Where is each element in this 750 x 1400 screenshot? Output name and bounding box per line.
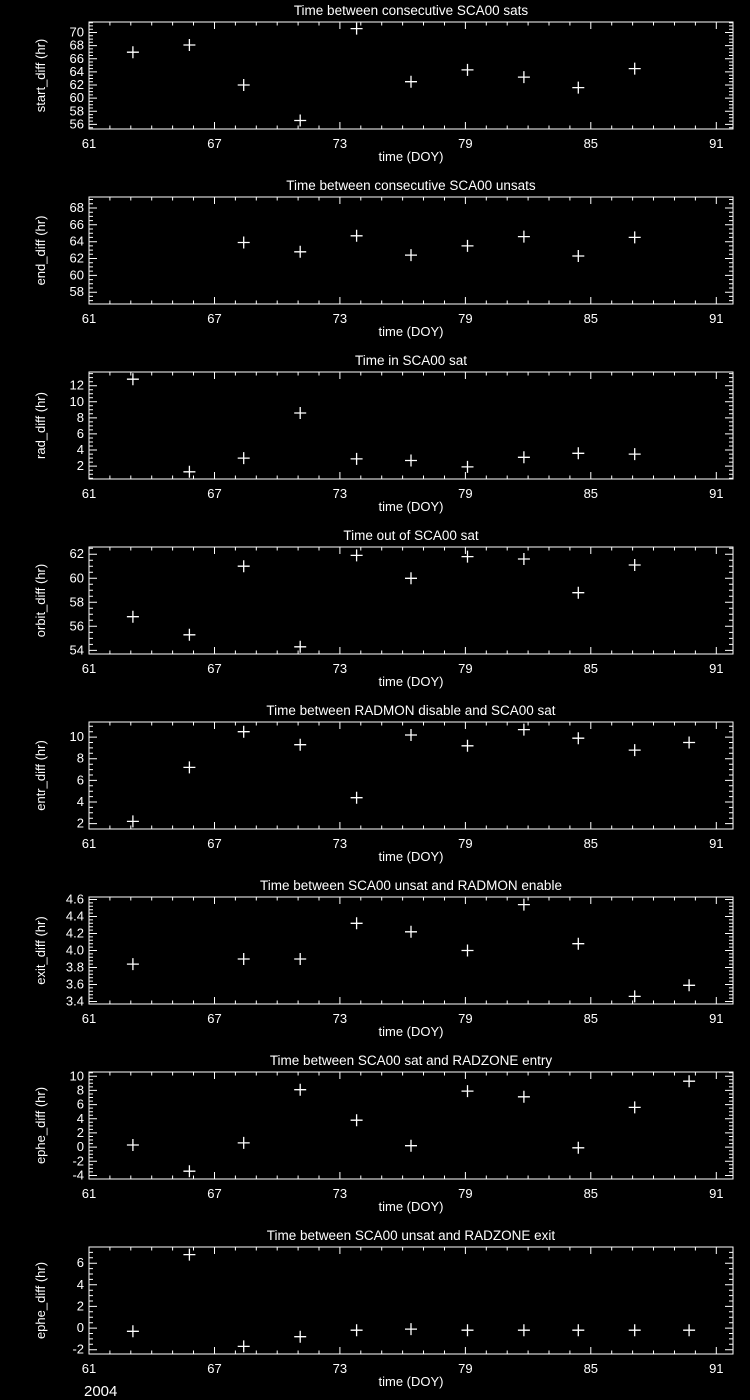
plot-title: Time between SCA00 unsat and RADMON enable (260, 878, 562, 893)
y-axis-label: ephe_diff (hr) (33, 1261, 48, 1340)
x-tick-label: 73 (332, 836, 348, 851)
y-tick-label: 4.6 (65, 891, 84, 907)
x-tick-label: 79 (458, 486, 473, 501)
y-tick-label: 2 (76, 815, 84, 831)
y-axis-label: exit_diff (hr) (33, 916, 48, 985)
y-tick-label: 62 (69, 77, 84, 92)
plot-5 (0, 875, 750, 1050)
y-axis-label: orbit_diff (hr) (33, 563, 48, 638)
x-tick-label: 67 (207, 1186, 222, 1201)
x-tick-label: 61 (81, 1361, 97, 1376)
y-tick-label: 58 (69, 103, 84, 119)
x-tick-label: 91 (709, 661, 724, 676)
plot-title: Time between consecutive SCA00 unsats (286, 178, 536, 193)
x-axis-label: time (DOY) (378, 1024, 444, 1039)
plot-title: Time between consecutive SCA00 sats (293, 3, 529, 18)
data-points (127, 1075, 695, 1177)
x-tick-label: 73 (332, 1361, 348, 1376)
x-tick-label: 67 (207, 1361, 222, 1376)
x-tick-label: 85 (583, 311, 599, 326)
x-tick-label: 67 (207, 1011, 222, 1026)
plot-frame (89, 897, 733, 1004)
x-tick-label: 85 (583, 486, 599, 501)
x-tick-label: 85 (583, 1186, 599, 1201)
axis-ticks (89, 1247, 733, 1354)
x-tick-label: 85 (583, 1011, 599, 1026)
plot-title: Time in SCA00 sat (354, 353, 468, 368)
y-tick-label: -4 (72, 1167, 84, 1183)
x-tick-label: 79 (458, 1361, 473, 1376)
y-tick-label: 4 (76, 794, 84, 809)
y-tick-label: 2 (76, 1298, 84, 1314)
y-tick-label: 64 (69, 233, 84, 249)
x-axis-label: time (DOY) (378, 1199, 444, 1214)
x-tick-label: 91 (709, 136, 724, 151)
year-label: 2004 (84, 1383, 118, 1400)
plot-title: Time between RADMON disable and SCA00 sat (266, 703, 556, 718)
x-tick-label: 73 (332, 1186, 348, 1201)
y-axis-label: start_diff (hr) (33, 38, 48, 113)
x-axis-label: time (DOY) (378, 324, 444, 339)
x-tick-label: 61 (81, 311, 97, 326)
y-tick-label: -2 (72, 1341, 84, 1357)
x-tick-label: 79 (458, 1186, 473, 1201)
data-points (127, 724, 695, 828)
x-tick-label: 73 (332, 1011, 348, 1026)
y-tick-label: 60 (69, 267, 84, 283)
y-tick-label: 58 (69, 594, 84, 610)
x-tick-label: 61 (81, 136, 97, 151)
plot-frame (89, 1247, 733, 1354)
y-tick-label: 3.8 (65, 959, 84, 975)
x-tick-label: 61 (81, 1186, 97, 1201)
y-tick-label: 6 (76, 1255, 84, 1271)
x-tick-label: 67 (207, 836, 222, 851)
x-tick-label: 67 (207, 136, 222, 151)
x-tick-label: 79 (458, 661, 473, 676)
data-points (127, 1249, 695, 1353)
plot-title: Time between SCA00 sat and RADZONE entry (269, 1053, 553, 1068)
y-tick-label: 4.2 (65, 925, 84, 941)
x-axis-label: time (DOY) (378, 674, 444, 689)
x-tick-label: 67 (207, 661, 222, 676)
y-tick-label: 10 (69, 1068, 84, 1084)
y-tick-label: 3.4 (65, 993, 84, 1009)
x-tick-label: 67 (207, 486, 222, 501)
plot-title: Time between SCA00 unsat and RADZONE exit (266, 1228, 556, 1243)
x-tick-label: 73 (332, 311, 348, 326)
y-tick-label: 4 (76, 1276, 84, 1292)
x-tick-label: 91 (709, 1186, 724, 1201)
y-tick-label: 70 (69, 24, 84, 40)
x-tick-label: 85 (583, 836, 599, 851)
y-axis-label: end_diff (hr) (33, 215, 48, 286)
x-axis-label: time (DOY) (378, 849, 444, 864)
x-tick-label: 79 (458, 1011, 473, 1026)
y-axis-label: rad_diff (hr) (33, 392, 48, 459)
x-tick-label: 73 (332, 136, 348, 151)
x-tick-label: 91 (709, 486, 724, 501)
x-tick-label: 79 (458, 311, 473, 326)
y-tick-label: 60 (69, 90, 84, 106)
plot-0 (0, 0, 750, 175)
y-tick-label: 4 (76, 1110, 84, 1126)
y-tick-label: 3.6 (65, 976, 84, 992)
y-tick-label: 4.0 (65, 942, 84, 958)
y-tick-label: 68 (69, 200, 84, 215)
x-tick-label: 61 (81, 1011, 97, 1026)
plot-1 (0, 175, 750, 350)
plot-7 (0, 1225, 750, 1400)
y-tick-label: 8 (76, 750, 84, 766)
y-tick-label: 12 (69, 377, 84, 393)
data-points (127, 899, 695, 1003)
x-tick-label: 79 (458, 836, 473, 851)
y-tick-label: 0 (76, 1139, 84, 1155)
y-tick-label: 64 (69, 63, 84, 79)
y-tick-label: 8 (76, 409, 84, 425)
x-tick-label: 91 (709, 836, 724, 851)
y-tick-label: 2 (76, 1124, 84, 1140)
x-tick-label: 91 (709, 1361, 724, 1376)
x-tick-label: 85 (583, 1361, 599, 1376)
x-tick-label: 73 (332, 486, 348, 501)
y-tick-label: 6 (76, 425, 84, 441)
x-tick-label: 61 (81, 836, 97, 851)
axis-ticks (89, 897, 733, 1004)
axis-ticks (89, 547, 733, 654)
y-tick-label: 54 (69, 642, 84, 658)
x-tick-label: 91 (709, 311, 724, 326)
y-tick-label: 6 (76, 772, 84, 788)
y-axis-label: ephe_diff (hr) (33, 1086, 48, 1165)
plot-title: Time out of SCA00 sat (343, 528, 479, 543)
y-tick-label: 2 (76, 458, 84, 474)
plot-3 (0, 525, 750, 700)
x-tick-label: 85 (583, 661, 599, 676)
x-tick-label: 79 (458, 136, 473, 151)
x-tick-label: 61 (81, 486, 97, 501)
x-tick-label: 91 (709, 1011, 724, 1026)
y-tick-label: 62 (69, 546, 84, 562)
x-tick-label: 67 (207, 311, 222, 326)
plot-6 (0, 1050, 750, 1225)
y-tick-label: 66 (69, 216, 84, 232)
y-tick-label: 4.4 (65, 908, 84, 924)
y-tick-label: 68 (69, 37, 84, 53)
y-axis-label: entr_diff (hr) (33, 740, 48, 811)
y-tick-label: 10 (69, 729, 84, 745)
y-tick-label: 8 (76, 1082, 84, 1098)
y-tick-label: 4 (76, 442, 84, 457)
x-tick-label: 73 (332, 661, 348, 676)
x-tick-label: 85 (583, 136, 599, 151)
data-points (127, 373, 641, 478)
plot-2 (0, 350, 750, 525)
x-tick-label: 61 (81, 661, 97, 676)
axis-ticks (89, 1072, 733, 1179)
data-points (238, 230, 641, 262)
x-axis-label: time (DOY) (378, 149, 444, 164)
y-tick-label: 66 (69, 50, 84, 66)
y-tick-label: 0 (76, 1320, 84, 1336)
data-points (127, 549, 641, 652)
y-tick-label: 56 (69, 618, 84, 634)
plot-frame (89, 22, 733, 129)
y-tick-label: 62 (69, 250, 84, 266)
y-tick-label: 56 (69, 116, 84, 132)
axis-ticks (89, 22, 733, 129)
y-tick-label: 58 (69, 284, 84, 300)
data-points (127, 23, 641, 127)
y-tick-label: 6 (76, 1096, 84, 1112)
plot-frame (89, 1072, 733, 1179)
x-axis-label: time (DOY) (378, 499, 444, 514)
y-tick-label: -2 (72, 1153, 84, 1169)
y-tick-label: 10 (69, 393, 84, 409)
x-axis-label: time (DOY) (378, 1374, 444, 1389)
plot-4 (0, 700, 750, 875)
y-tick-label: 60 (69, 570, 84, 586)
plot-frame (89, 547, 733, 654)
